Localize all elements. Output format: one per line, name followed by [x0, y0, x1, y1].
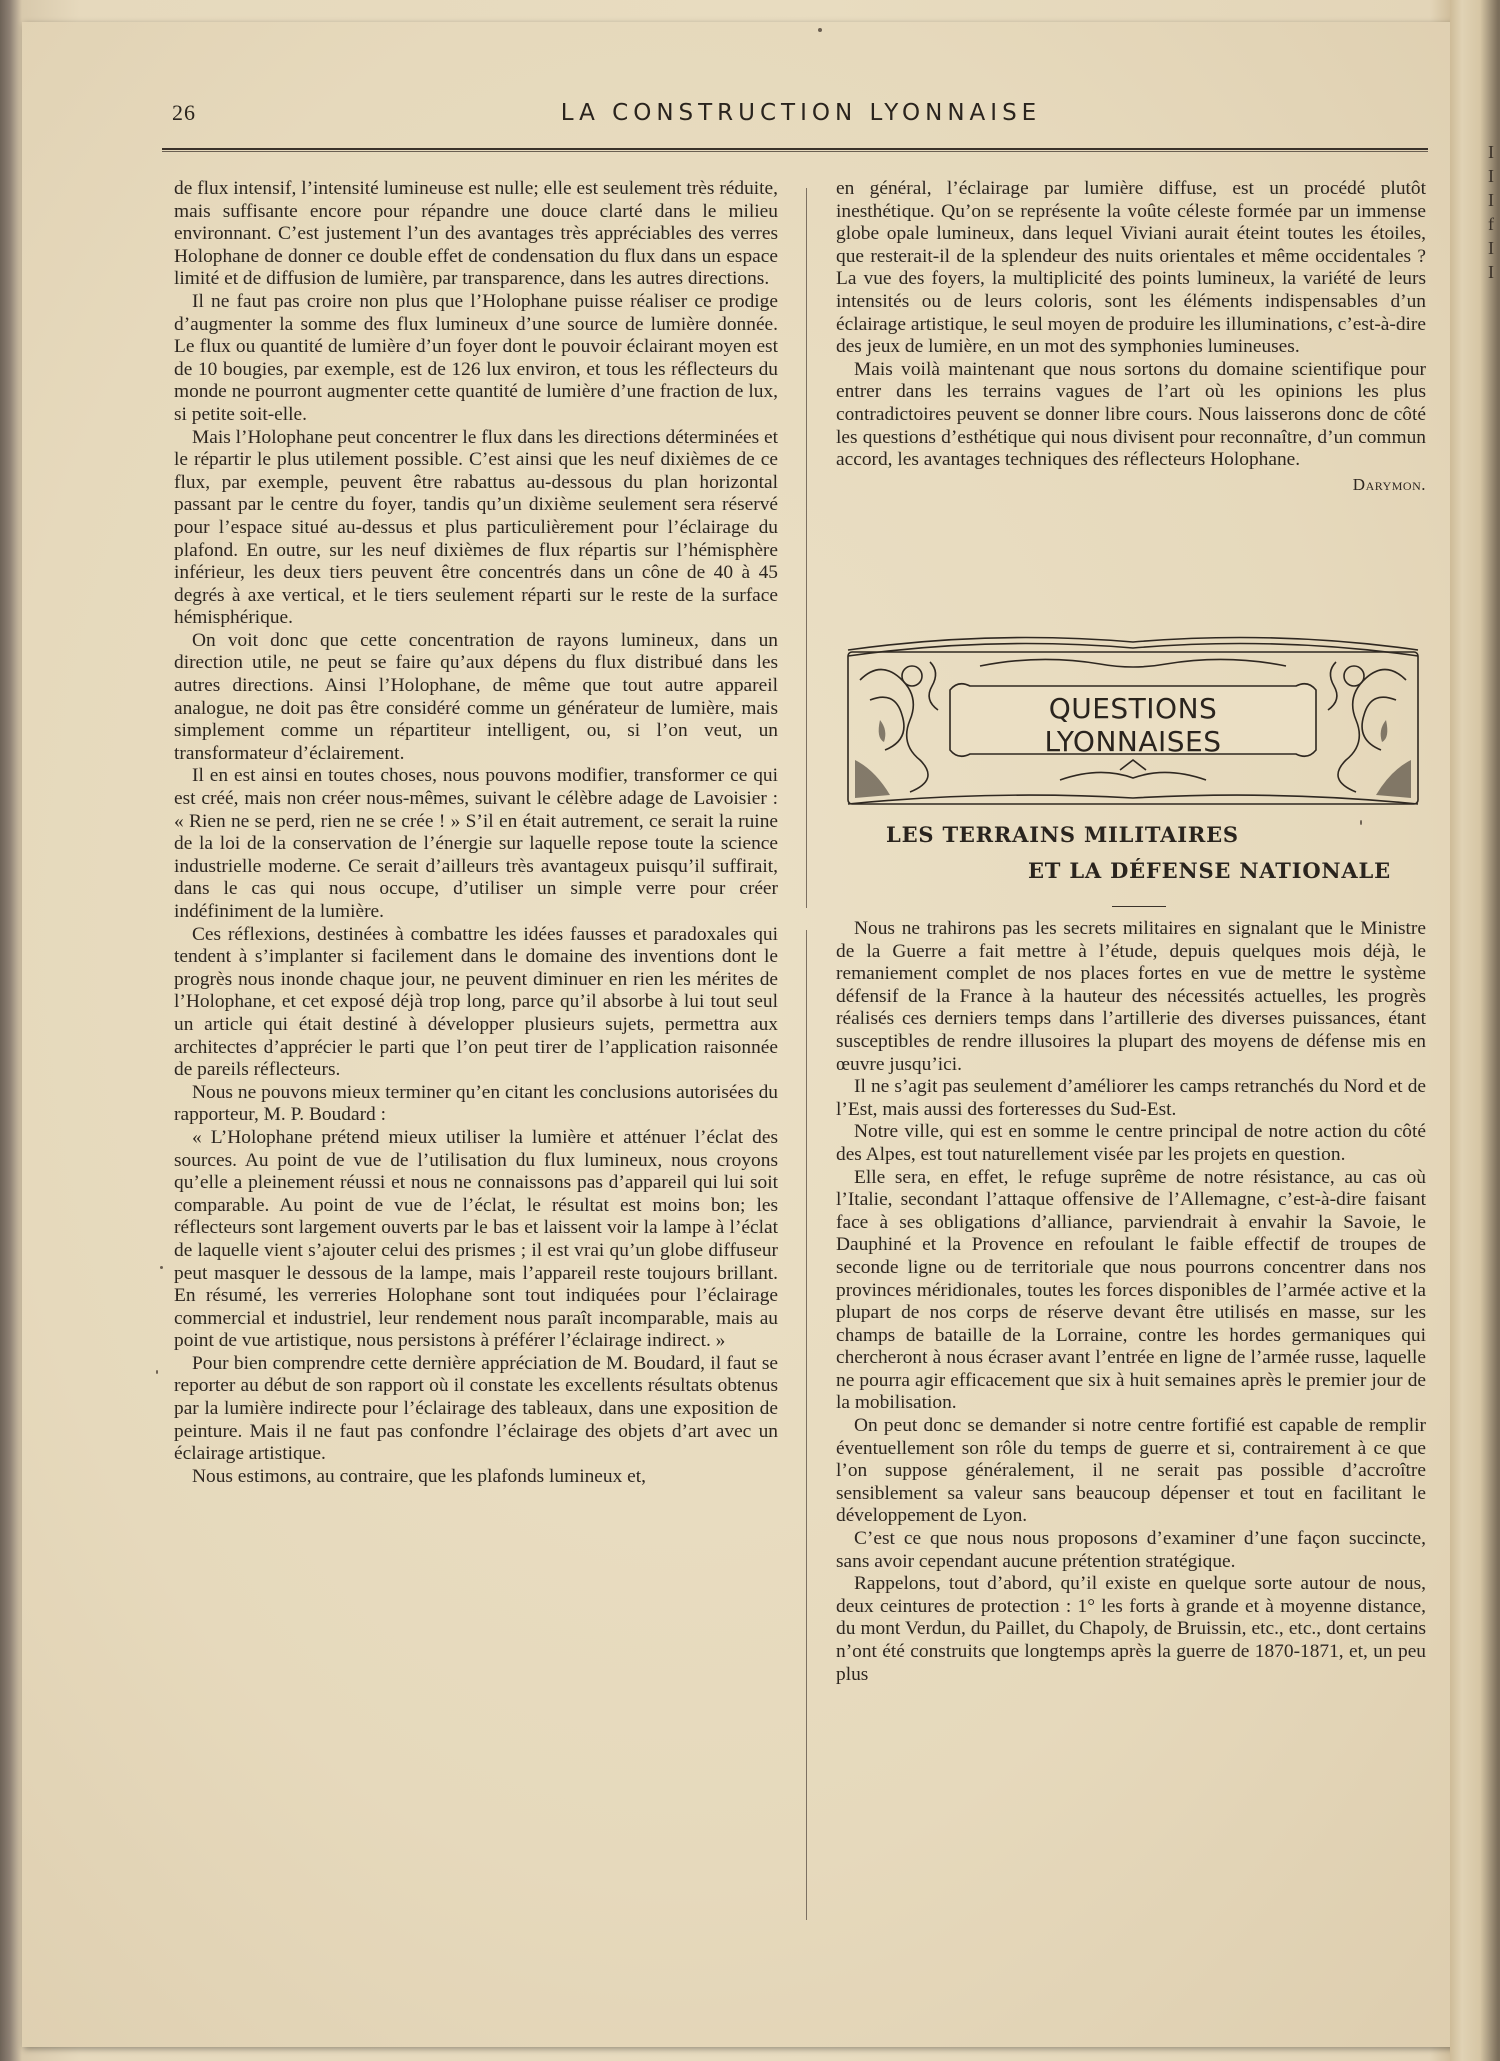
left-column [174, 178, 778, 1488]
column-divider [806, 930, 807, 1920]
paragraph: Ces réflexions, destinées à combattre les idées fausses et paradoxales qui tendent à s’implanter si facilement dans le domaine des inventions dont le progrès nous inonde chaque jour, ne peuvent diminuer en rien les mérites de l’Holophane, et cet exposé déjà trop long, parce qu’il absorbe à lui tout seul un article qui était destiné à développer plusieurs sujets, permettra aux architectes d’apprécier le parti que l’on peut tirer de l’application raisonnée de pareils réflecteurs. [174, 923, 778, 1081]
article-heading-line1: LES TERRAINS MILITAIRES [886, 822, 1239, 847]
paragraph: On voit donc que cette concentration de rayons lumineux, dans un direction utile, ne peut se faire qu’aux dépens du flux distribué dans les autres directions. Ainsi l’Holophane, de même que tout autre appareil analogue, ne doit pas être considéré comme un générateur de lumière, mais simplement comme un répartiteur intelligent, ou, si l’on veut, un transformateur d’éclairement. [174, 629, 778, 764]
page-header [172, 100, 1430, 134]
paragraph: Rappelons, tout d’abord, qu’il existe en quelque sorte autour de nous, deux ceintures de protection : 1° les forts à grande et à moyenne distance, du mont Verdun, du Paillet, du Chapoly, de Bruissin, etc., etc., dont certains n’ont été construits que longtemps après la guerre de 1870-1871, et, un peu plus [836, 1573, 1426, 1685]
paper-speck [1360, 820, 1362, 825]
paragraph: Il en est ainsi en toutes choses, nous pouvons modifier, transformer ce qui est créé, mais non créer nous-mêmes, suivant le célèbre adage de Lavoisier : « Rien ne se perd, rien ne se crée ! » S’il en était autrement, ce serait la ruine de la loi de la conservation de l’énergie sur laquelle repose toute la science industrielle moderne. Ce serait d’ailleurs très avantageux puisqu’il suffirait, dans le cas qui nous occupe, d’utiliser un simple verre pour créer indéfiniment de la lumière. [174, 765, 778, 922]
section-banner [840, 620, 1426, 816]
banner-title: QUESTIONS LYONNAISES [1044, 692, 1222, 758]
paper-speck [156, 1370, 158, 1374]
paragraph: Mais voilà maintenant que nous sortons du domaine scientifique pour entrer dans les terrains vagues de l’art où les opinions les plus contradictoires peuvent se donner libre cours. Nous laisserons donc de côté les questions d’esthétique qui nous divisent pour reconnaître, d’un commun accord, les avantages techniques des réflecteurs Holophane. [836, 358, 1426, 471]
article-body [836, 918, 1426, 1686]
page-number: 26 [172, 100, 196, 125]
header-rule-thin [162, 151, 1428, 152]
author-signature: Darymon. [1352, 474, 1426, 494]
paragraph: Notre ville, qui est en somme le centre principal de notre action du côté des Alpes, est tout naturellement visée par les projets en question. [836, 1121, 1426, 1165]
paragraph: Il ne s’agit pas seulement d’améliorer les camps retranchés du Nord et de l’Est, mais aussi des forteresses du Sud-Est. [836, 1076, 1426, 1120]
article-heading-line2: ET LA DÉFENSE NATIONALE [1028, 858, 1391, 883]
running-title: LA CONSTRUCTION LYONNAISE [560, 100, 1042, 126]
paragraph: Il ne faut pas croire non plus que l’Holophane puisse réaliser ce prodige d’augmenter la somme des flux lumineux d’une source de lumière donnée. Le flux ou quantité de lumière d’un foyer dont le pouvoir éclairant moyen est de 10 bougies, par exemple, est de 126 lux environ, et tous les réflecteurs du monde ne pourront augmenter cette quantité de lumière d’une fraction de lux, si petite soit-elle. [174, 290, 778, 425]
paragraph: Elle sera, en effet, le refuge suprême de notre résistance, au cas où l’Italie, secondant l’attaque offensive de l’Allemagne, c’est-à-dire faisant face à ses obligations d’alliance, parviendrait à envahir la Savoie, le Dauphiné et la Provence en refoulant le faible effectif de troupes de seconde ligne ou de territoriale que nous pourrons concentrer dans nos provinces méridionales, toutes les forces disponibles de l’armée active et la plupart de nos corps de réserve devant être utilisés en masse, sur les champs de bataille de la Lorraine, contre les hordes germaniques qui chercheront à nous écraser avant l’entrée en ligne de l’armée russe, laquelle ne pourra agir efficacement que six à huit semaines après le premier jour de la mobilisation. [836, 1166, 1426, 1414]
paragraph: en général, l’éclairage par lumière diffuse, est un procédé plutôt inesthétique. Qu’on se représente la voûte céleste formée par un immense globe opale lumineux, dans lequel Viviani aurait éteint toutes les étoiles, que resterait-il de la splendeur des nuits orientales et même occidentales ? La vue des foyers, la multiplicité des points lumineux, la variété de leurs intensités ou de leurs coloris, sont les éléments indispensables d’un éclairage artistique, le seul moyen de produire les illuminations, c’est-à-dire des jeux de lumière, en un mot des symphonies lumineuses. [836, 178, 1426, 358]
paragraph: Nous estimons, au contraire, que les plafonds lumineux et, [192, 1465, 646, 1487]
paragraph: Pour bien comprendre cette dernière appréciation de M. Boudard, il faut se reporter au début de son rapport où il constate les excellents résultats obtenus par la lumière indirecte pour l’éclairage des tableaux, dans une exposition de peinture. Mais il ne faut pas confondre l’éclairage des objets d’art avec un éclairage artistique. [174, 1352, 778, 1465]
next-page-edge-glyphs: I I I f I I [1488, 142, 1494, 282]
paragraph: C’est ce que nous nous proposons d’examiner d’une façon succincte, sans avoir cependant aucune prétention stratégique. [836, 1528, 1426, 1572]
column-divider [806, 188, 807, 908]
paragraph: de flux intensif, l’intensité lumineuse est nulle; elle est seulement très réduite, mais suffisante encore pour répandre une douce clarté dans le milieu environnant. C’est justement l’un des avantages très appréciables des verres Holophane de donner ce double effet de condensation du flux dans un espace limité et de diffusion de lumière, par transparence, dans les autres directions. [174, 178, 778, 290]
header-rule [162, 148, 1428, 150]
quotation-paragraph: « L’Holophane prétend mieux utiliser la lumière et atténuer l’éclat des sources. Au point de vue de l’utilisation du flux lumineux, nous croyons qu’elle a pleinement réussi et nous ne connaissons pas d’appareil qui lui soit comparable. Au point de vue de l’éclat, le résultat est moins bon; les réflecteurs sont largement ouverts par le bas et laissent voir la lampe à l’éclat de laquelle vient s’ajouter celui des prismes ; il est vrai qu’un globe diffuseur peut masquer le dessous de la lampe, mais l’appareil reste toujours brillant. En résumé, les verreries Holophane sont tout indiquées pour l’éclairage commercial et industriel, leur rendement nous paraît incomparable, mais au point de vue artistique, nous persistons à préférer l’éclairage indirect. » [174, 1126, 778, 1352]
paragraph: Mais l’Holophane peut concentrer le flux dans les directions déterminées et le répartir le plus utilement possible. C’est ainsi que les neuf dixièmes de ce flux, par exemple, peuvent être rabattus au-dessous du plan horizontal passant par le centre du foyer, tandis qu’un dixième seulement sera réservé pour l’espace situé au-dessus et plus particulièrement pour l’éclairage du plafond. En outre, sur les neuf dixièmes de flux répartis sur l’hémisphère inférieur, les deux tiers peuvent être concentrés dans un cône de 40 à 45 degrés à axe vertical, et le tiers seulement réparti sur le reste de la surface hémisphérique. [174, 426, 778, 629]
paper-speck [160, 1266, 163, 1269]
paragraph: Nous ne pouvons mieux terminer qu’en citant les conclusions autorisées du rapporteur, M. P. Boudard : [174, 1081, 778, 1126]
paragraph: Nous ne trahirons pas les secrets militaires en signalant que le Ministre de la Guerre a fait mettre à l’étude, depuis quelques mois déjà, le remaniement complet de nos places fortes en vue de mettre le système défensif de la France à la hauteur des nécessités actuelles, les progrès réalisés ces derniers temps dans l’artillerie des diverses puissances, étant susceptibles de rendre illusoires la plupart des moyens de défense mis en œuvre jusqu’ici. [836, 918, 1426, 1075]
paragraph: On peut donc se demander si notre centre fortifié est capable de remplir éventuellement son rôle du temps de guerre et si, contrairement à ce que l’on suppose généralement, il ne serait pas possible d’accroître sensiblement sa valeur sans beaucoup dépenser et tout en facilitant le développement de Lyon. [836, 1415, 1426, 1527]
paper-speck [818, 28, 822, 32]
heading-rule [1112, 906, 1166, 907]
next-page-edge [1450, 0, 1500, 2061]
right-column-top [836, 178, 1426, 496]
